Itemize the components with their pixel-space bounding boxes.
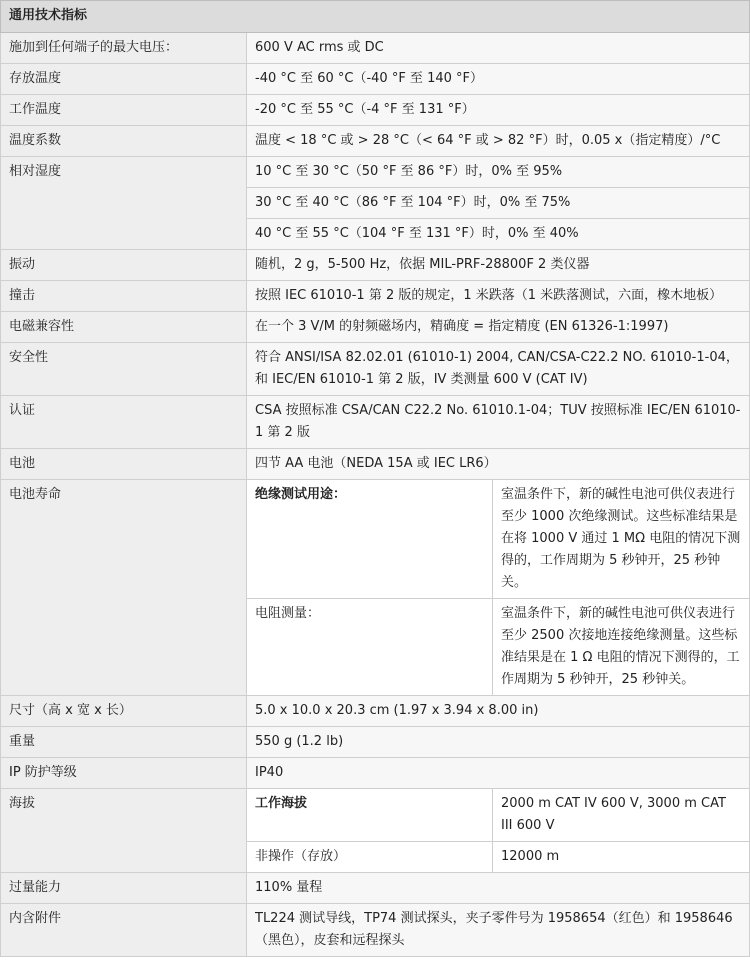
row-value: 600 V AC rms 或 DC <box>247 33 750 64</box>
row-label: 电池寿命 <box>1 480 247 696</box>
row-value: TL224 测试导线，TP74 测试探头，夹子零件号为 1958654（红色）和 1958646（黑色），皮套和远程探头 <box>247 904 750 957</box>
row-value: -40 °C 至 60 °C（-40 °F 至 140 °F） <box>247 64 750 95</box>
row-value: 按照 IEC 61010-1 第 2 版的规定，1 米跌落（1 米跌落测试，六面，橡木地板） <box>247 281 750 312</box>
row-value: IP40 <box>247 758 750 789</box>
row-label: 振动 <box>1 250 247 281</box>
row-label: 工作温度 <box>1 95 247 126</box>
row-value: 10 °C 至 30 °C（50 °F 至 86 °F）时，0% 至 95% <box>247 157 750 188</box>
row-value: -20 °C 至 55 °C（-4 °F 至 131 °F） <box>247 95 750 126</box>
row-label: 过量能力 <box>1 873 247 904</box>
table-row <box>1 904 750 957</box>
table-row <box>1 696 750 727</box>
row-label: 内含附件 <box>1 904 247 957</box>
table-row <box>1 758 750 789</box>
row-value: 30 °C 至 40 °C（86 °F 至 104 °F）时，0% 至 75% <box>247 188 750 219</box>
row-value: 温度 < 18 °C 或 > 28 °C（< 64 °F 或 > 82 °F）时，0.05 x（指定精度）/°C <box>247 126 750 157</box>
sub-label: 工作海拔 <box>247 789 493 842</box>
row-label: 海拔 <box>1 789 247 873</box>
table-row <box>1 95 750 126</box>
table-row <box>1 873 750 904</box>
table-row <box>1 126 750 157</box>
table-row <box>1 312 750 343</box>
table-row <box>1 281 750 312</box>
table-header-row <box>1 1 750 33</box>
sub-label: 电阻测量： <box>247 599 493 696</box>
row-value: 符合 ANSI/ISA 82.02.01 (61010-1) 2004, CAN/CSA-C22.2 NO. 61010-1-04，和 IEC/EN 61010-1 第 2 版，IV 类测量 600 V (CAT IV) <box>247 343 750 396</box>
row-label: 电磁兼容性 <box>1 312 247 343</box>
row-value: 四节 AA 电池（NEDA 15A 或 IEC LR6） <box>247 449 750 480</box>
table-row <box>1 396 750 449</box>
row-value: 5.0 x 10.0 x 20.3 cm (1.97 x 3.94 x 8.00 in) <box>247 696 750 727</box>
row-value: CSA 按照标准 CSA/CAN C22.2 No. 61010.1-04；TUV 按照标准 IEC/EN 61010-1 第 2 版 <box>247 396 750 449</box>
row-label: 安全性 <box>1 343 247 396</box>
row-label: 施加到任何端子的最大电压： <box>1 33 247 64</box>
sub-value: 12000 m <box>493 842 750 873</box>
row-label: 尺寸（高 x 宽 x 长） <box>1 696 247 727</box>
row-value: 110% 量程 <box>247 873 750 904</box>
row-label: 认证 <box>1 396 247 449</box>
row-label: 温度系数 <box>1 126 247 157</box>
sub-value: 室温条件下，新的碱性电池可供仪表进行至少 2500 次接地连接绝缘测量。这些标准结果是在 1 Ω 电阻的情况下测得的，工作周期为 5 秒钟开，25 秒钟关。 <box>493 599 750 696</box>
table-row <box>1 449 750 480</box>
table-row <box>1 789 750 842</box>
row-label: 相对湿度 <box>1 157 247 250</box>
row-value: 550 g (1.2 lb) <box>247 727 750 758</box>
row-label: 电池 <box>1 449 247 480</box>
row-label: 存放温度 <box>1 64 247 95</box>
table-row <box>1 33 750 64</box>
table-row <box>1 64 750 95</box>
row-label: 撞击 <box>1 281 247 312</box>
sub-value: 室温条件下，新的碱性电池可供仪表进行至少 1000 次绝缘测试。这些标准结果是在将 1000 V 通过 1 MΩ 电阻的情况下测得的，工作周期为 5 秒钟开，25 秒钟关。 <box>493 480 750 599</box>
sub-label: 非操作（存放） <box>247 842 493 873</box>
table-row <box>1 480 750 599</box>
row-label: IP 防护等级 <box>1 758 247 789</box>
row-value: 在一个 3 V/M 的射频磁场内，精确度 = 指定精度 (EN 61326-1:1997) <box>247 312 750 343</box>
sub-value: 2000 m CAT IV 600 V, 3000 m CAT III 600 V <box>493 789 750 842</box>
table-title: 通用技术指标 <box>1 1 750 33</box>
table-row <box>1 727 750 758</box>
row-label: 重量 <box>1 727 247 758</box>
table-row <box>1 157 750 188</box>
table-row <box>1 343 750 396</box>
row-value: 随机，2 g，5-500 Hz，依据 MIL-PRF-28800F 2 类仪器 <box>247 250 750 281</box>
sub-label: 绝缘测试用途： <box>247 480 493 599</box>
table-row <box>1 250 750 281</box>
row-value: 40 °C 至 55 °C（104 °F 至 131 °F）时，0% 至 40% <box>247 219 750 250</box>
